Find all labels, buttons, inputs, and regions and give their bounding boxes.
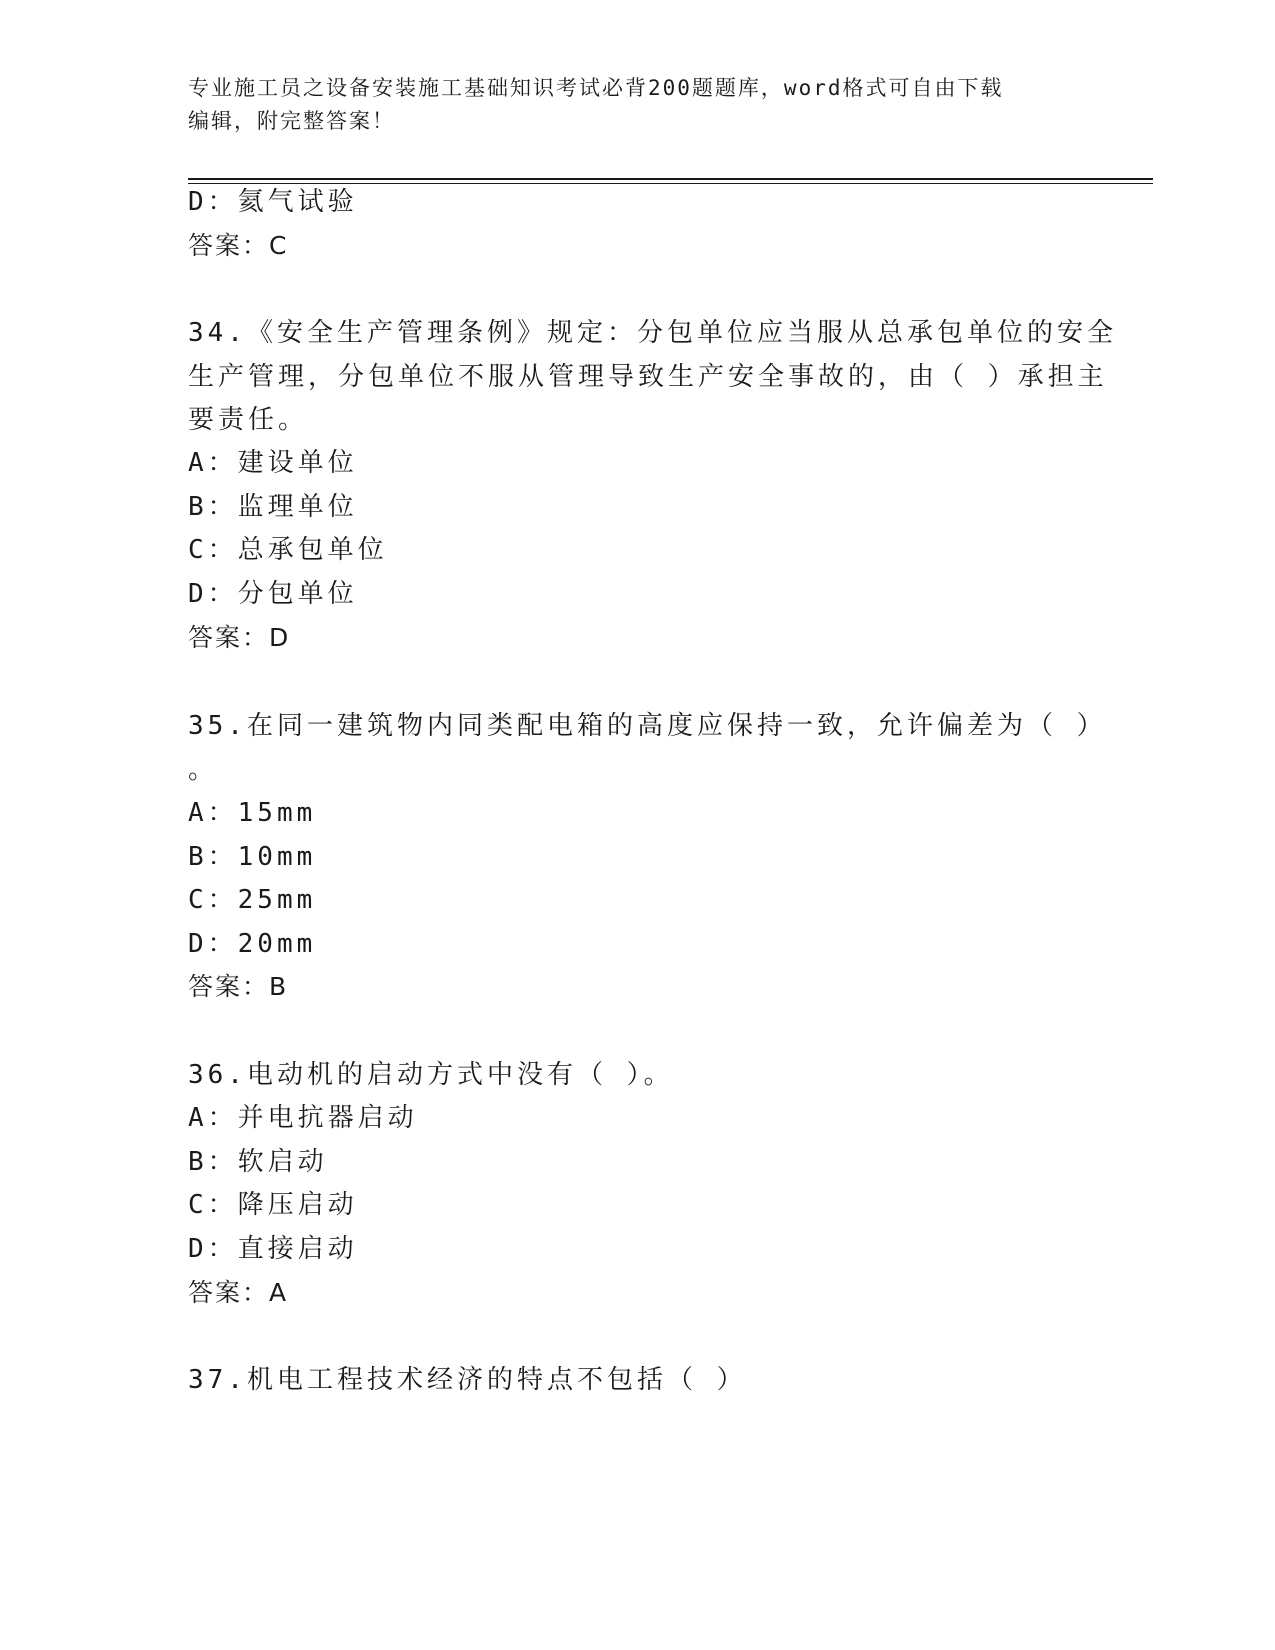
question-35-stem-line-2: 。: [188, 755, 219, 785]
question-36-option-a: A：并电抗器启动: [188, 1103, 418, 1133]
header-title-line-2: 编辑，附完整答案！: [188, 109, 395, 133]
question-35-option-d: D：20mm: [188, 929, 317, 959]
question-34-option-b: B：监理单位: [188, 492, 358, 522]
question-37-stem-line-1: 37.机电工程技术经济的特点不包括（ ）: [188, 1365, 747, 1395]
question-34-option-c: C：总承包单位: [188, 535, 388, 565]
question-35-answer: 答案：B: [188, 972, 289, 1001]
question-35-option-b: B：10mm: [188, 842, 317, 872]
header-divider-thin: [188, 183, 1153, 184]
page-header: [188, 72, 1088, 138]
question-34-stem-line-2: 生产管理，分包单位不服从管理导致生产安全事故的，由（ ）承担主: [188, 362, 1108, 392]
question-34-option-a: A：建设单位: [188, 448, 358, 478]
question-35-stem-line-1: 35.在同一建筑物内同类配电箱的高度应保持一致，允许偏差为（ ）: [188, 711, 1107, 741]
question-36-answer: 答案：A: [188, 1278, 289, 1307]
question-35-option-a: A：15mm: [188, 798, 317, 828]
prev-question-option-d: D：氦气试验: [188, 187, 358, 217]
question-34-option-d: D：分包单位: [188, 579, 358, 609]
question-36-option-b: B：软启动: [188, 1147, 328, 1177]
header-title-line-1: 专业施工员之设备安装施工基础知识考试必背200题题库，word格式可自由下载: [188, 76, 1004, 100]
header-divider-thick: [188, 178, 1153, 180]
question-36-option-d: D：直接启动: [188, 1234, 358, 1264]
question-36-stem-line-1: 36.电动机的启动方式中没有（ ）。: [188, 1060, 674, 1090]
question-34-stem-line-1: 34.《安全生产管理条例》规定：分包单位应当服从总承包单位的安全: [188, 318, 1117, 348]
question-35-option-c: C：25mm: [188, 885, 317, 915]
question-34-stem-line-3: 要责任。: [188, 405, 309, 435]
question-34-answer: 答案：D: [188, 623, 291, 652]
question-36-option-c: C：降压启动: [188, 1190, 358, 1220]
prev-question-answer: 答案：C: [188, 231, 289, 260]
